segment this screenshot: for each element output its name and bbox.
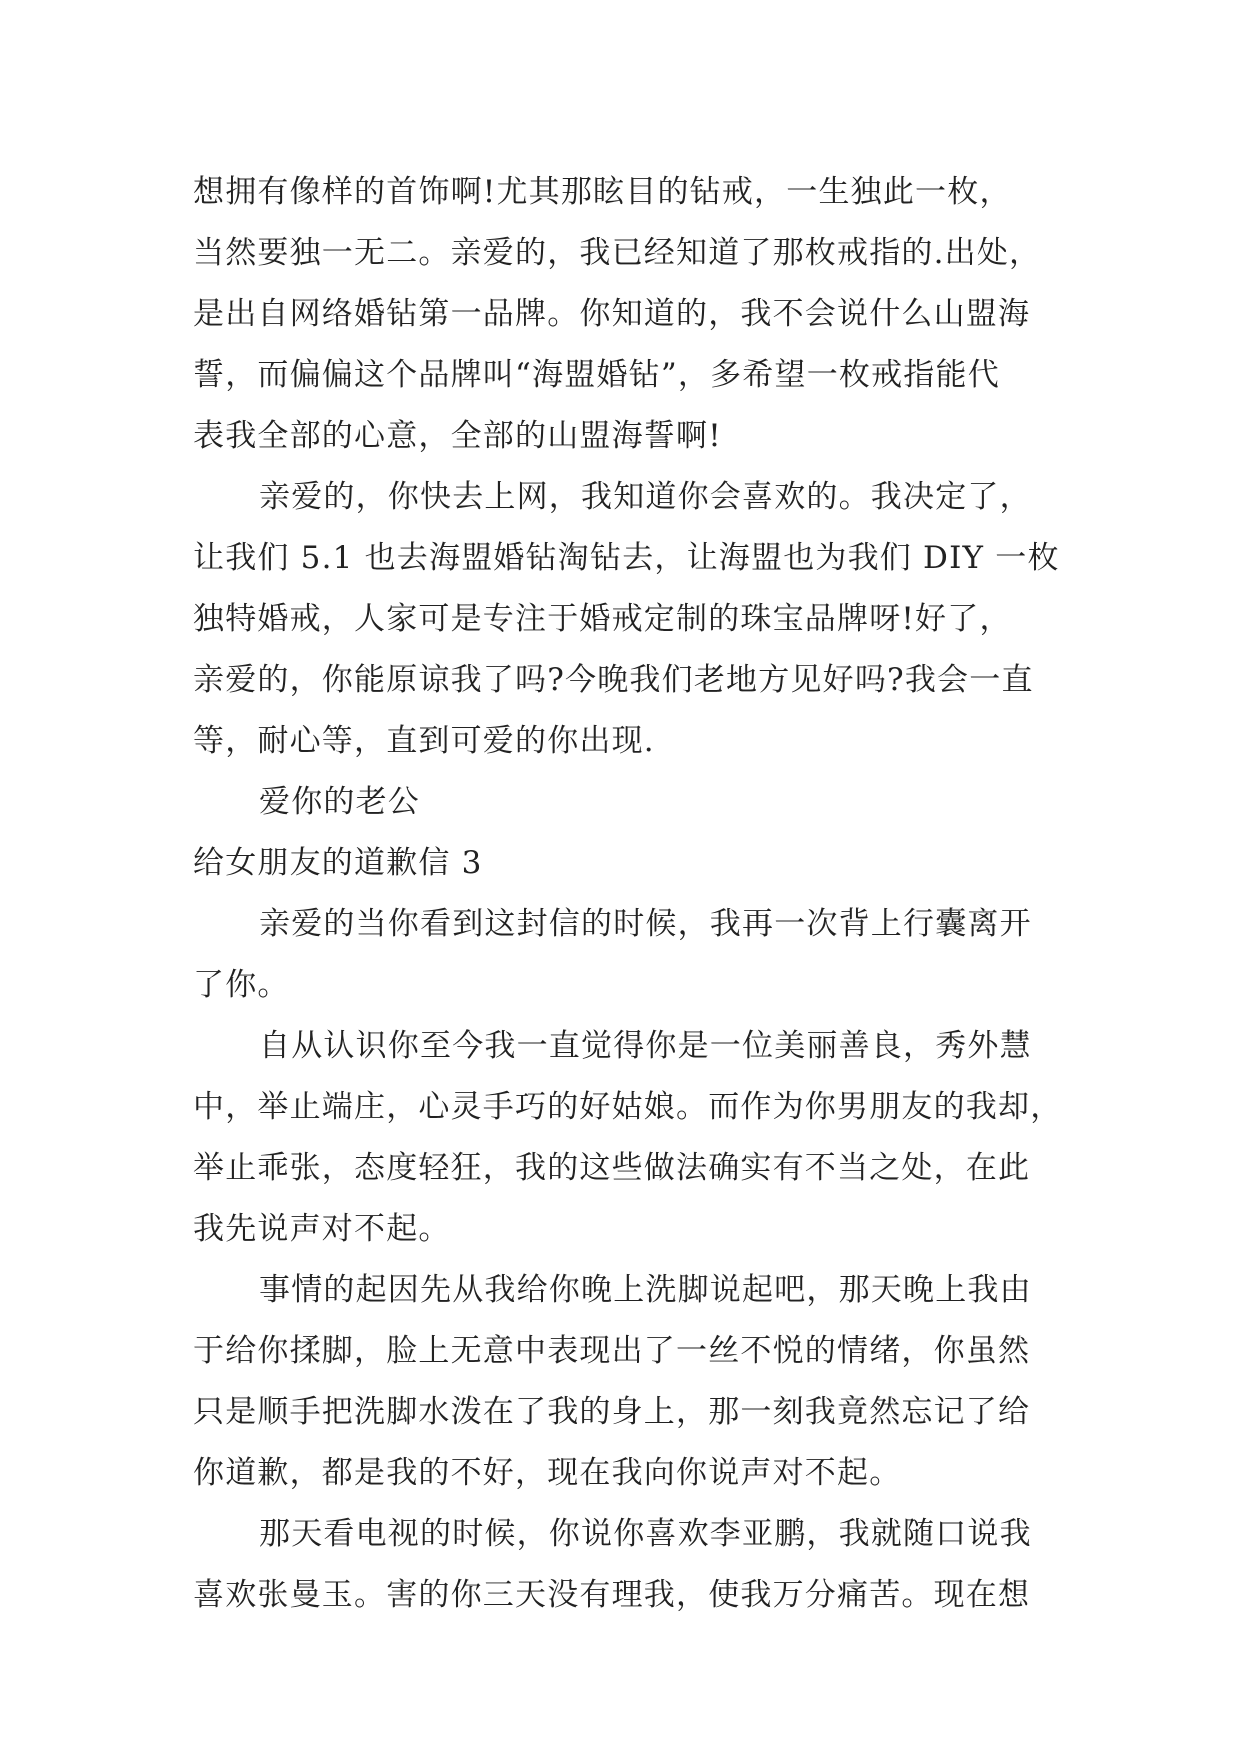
paragraph-line: 让我们 5.1 也去海盟婚钻淘钻去，让海盟也为我们 DIY 一枚 — [193, 540, 1060, 576]
paragraph-line: 于给你揉脚，脸上无意中表现出了一丝不悦的情绪，你虽然 — [193, 1333, 1031, 1369]
paragraph-line: 表我全部的心意，全部的山盟海誓啊! — [193, 418, 722, 454]
paragraph-line: 只是顺手把洗脚水泼在了我的身上，那一刻我竟然忘记了给 — [193, 1394, 1031, 1430]
paragraph-line: 当然要独一无二。亲爱的，我已经知道了那枚戒指的.出处， — [193, 235, 1042, 271]
document-body — [193, 162, 1073, 1626]
paragraph-6 — [193, 1504, 1073, 1626]
paragraph-line: 我先说声对不起。 — [193, 1211, 451, 1247]
paragraph-line: 那天看电视的时候，你说你喜欢李亚鹏，我就随口说我 — [259, 1516, 1032, 1552]
paragraph-line: 亲爱的当你看到这封信的时候，我再一次背上行囊离开 — [259, 906, 1032, 942]
paragraph-line: 誓，而偏偏这个品牌叫“海盟婚钻”，多希望一枚戒指能代 — [193, 357, 1000, 393]
paragraph-4 — [193, 1016, 1073, 1260]
paragraph-line: 事情的起因先从我给你晚上洗脚说起吧，那天晚上我由 — [259, 1272, 1032, 1308]
paragraph-line: 喜欢张曼玉。害的你三天没有理我，使我万分痛苦。现在想 — [193, 1577, 1031, 1613]
signature: 爱你的老公 — [259, 784, 420, 820]
paragraph-line: 等，耐心等，直到可爱的你出现. — [193, 723, 655, 759]
paragraph-line: 自从认识你至今我一直觉得你是一位美丽善良，秀外慧 — [259, 1028, 1032, 1064]
paragraph-line: 是出自网络婚钻第一品牌。你知道的，我不会说什么山盟海 — [193, 296, 1031, 332]
paragraph-1 — [193, 162, 1073, 467]
paragraph-line: 中，举止端庄，心灵手巧的好姑娘。而作为你男朋友的我却， — [193, 1089, 1063, 1125]
paragraph-5 — [193, 1260, 1073, 1504]
paragraph-2 — [193, 467, 1073, 772]
paragraph-line: 独特婚戒，人家可是专注于婚戒定制的珠宝品牌呀!好了， — [193, 601, 1012, 637]
paragraph-line: 你道歉，都是我的不好，现在我向你说声对不起。 — [193, 1455, 902, 1491]
paragraph-line: 举止乖张，态度轻狂，我的这些做法确实有不当之处，在此 — [193, 1150, 1031, 1186]
paragraph-line: 亲爱的，你能原谅我了吗?今晚我们老地方见好吗?我会一直 — [193, 662, 1034, 698]
paragraph-3 — [193, 894, 1073, 1016]
paragraph-line: 亲爱的，你快去上网，我知道你会喜欢的。我决定了， — [259, 479, 1032, 515]
section-title: 给女朋友的道歉信 3 — [193, 845, 483, 881]
paragraph-line: 了你。 — [193, 967, 290, 1003]
paragraph-line: 想拥有像样的首饰啊!尤其那眩目的钻戒，一生独此一枚， — [193, 174, 1012, 210]
